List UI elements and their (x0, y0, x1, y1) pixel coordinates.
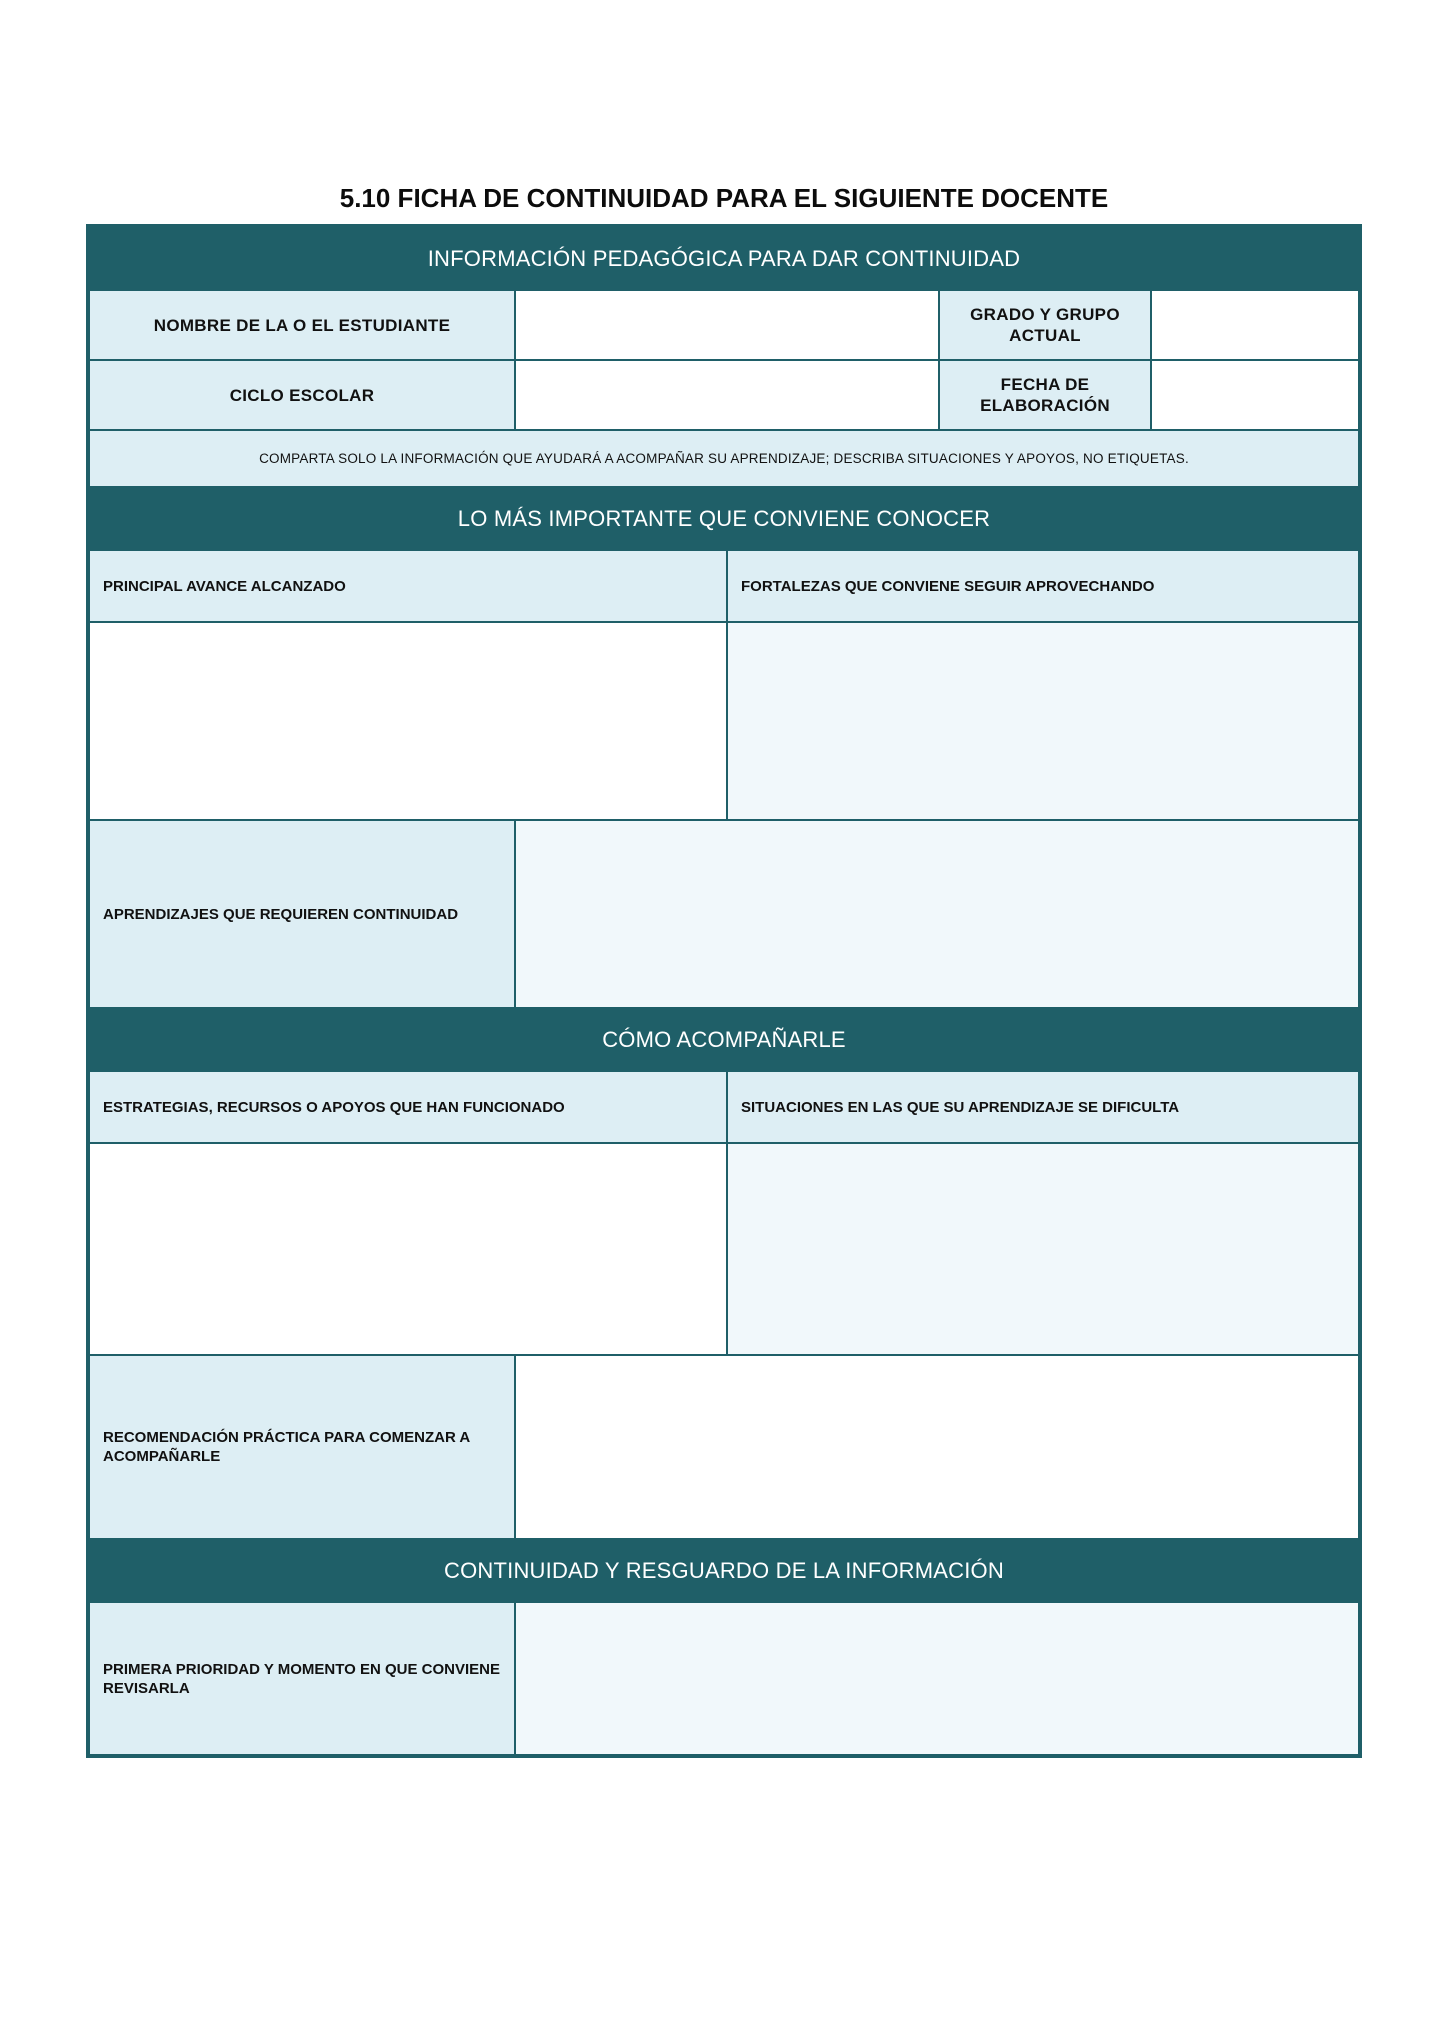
section-header-support: CÓMO ACOMPAÑARLE (89, 1008, 1359, 1071)
priority-field[interactable] (515, 1602, 1359, 1755)
student-name-field[interactable] (515, 290, 939, 360)
date-field[interactable] (1151, 360, 1359, 430)
difficulties-field[interactable] (727, 1143, 1359, 1355)
strategies-label: ESTRATEGIAS, RECURSOS O APOYOS QUE HAN FUNCIONADO (89, 1071, 727, 1143)
grade-group-field[interactable] (1151, 290, 1359, 360)
student-name-label: NOMBRE DE LA O EL ESTUDIANTE (89, 290, 515, 360)
strengths-field[interactable] (727, 622, 1359, 820)
strategies-field[interactable] (89, 1143, 727, 1355)
school-year-field[interactable] (515, 360, 939, 430)
page-title: 5.10 FICHA DE CONTINUIDAD PARA EL SIGUIENTE DOCENTE (339, 183, 1109, 213)
school-year-label: CICLO ESCOLAR (89, 360, 515, 430)
guidance-note: COMPARTA SOLO LA INFORMACIÓN QUE AYUDARÁ A ACOMPAÑAR SU APRENDIZAJE; DESCRIBA SITUACIONES Y APOYOS, NO ETIQUETAS. (89, 430, 1359, 487)
recommendation-field[interactable] (515, 1355, 1359, 1539)
date-label: FECHA DE ELABORACIÓN (939, 360, 1151, 430)
difficulties-label: SITUACIONES EN LAS QUE SU APRENDIZAJE SE DIFICULTA (727, 1071, 1359, 1143)
section-header-info: INFORMACIÓN PEDAGÓGICA PARA DAR CONTINUIDAD (89, 227, 1359, 290)
recommendation-label: RECOMENDACIÓN PRÁCTICA PARA COMENZAR A ACOMPAÑARLE (89, 1355, 515, 1539)
grade-group-label: GRADO Y GRUPO ACTUAL (939, 290, 1151, 360)
continuity-label: APRENDIZAJES QUE REQUIEREN CONTINUIDAD (89, 820, 515, 1008)
continuity-field[interactable] (515, 820, 1359, 1008)
section-header-important: LO MÁS IMPORTANTE QUE CONVIENE CONOCER (89, 487, 1359, 550)
section-header-safeguard: CONTINUIDAD Y RESGUARDO DE LA INFORMACIÓN (89, 1539, 1359, 1602)
continuity-form (86, 224, 1362, 1758)
strengths-label: FORTALEZAS QUE CONVIENE SEGUIR APROVECHANDO (727, 550, 1359, 622)
priority-label: PRIMERA PRIORIDAD Y MOMENTO EN QUE CONVIENE REVISARLA (89, 1602, 515, 1755)
progress-field[interactable] (89, 622, 727, 820)
progress-label: PRINCIPAL AVANCE ALCANZADO (89, 550, 727, 622)
